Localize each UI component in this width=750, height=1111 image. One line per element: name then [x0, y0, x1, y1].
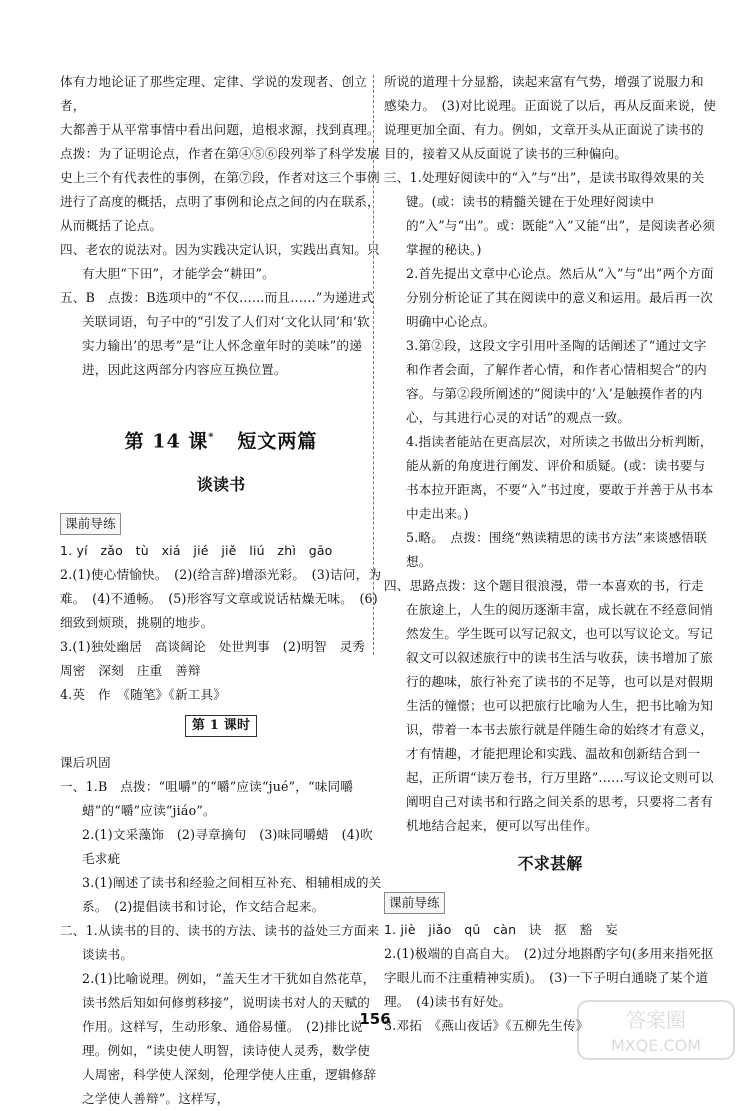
left-column	[60, 70, 382, 1111]
answer-text: 大都善于从平常事情中看出问题，追根求源，找到真理。	[60, 122, 380, 137]
page-number: 156	[359, 1010, 391, 1028]
answer-r5: 4.指读者能站在更高层次，对所读之书做出分析判断，能从新的角度进行阐发、评价和质疑。(或：读书要与书本拉开距离，不要“入”书过度，要敢于并善于从书本中走出来。)	[406, 434, 714, 521]
lesson-title	[60, 426, 382, 453]
answer-a2: 2.(1)文采藻饰 (2)寻章摘句 (3)味同嚼蜡 (4)吹毛求疵	[82, 827, 373, 867]
answer-text: 体有力地论证了那些定理、定律、学说的发现者、创立者，	[60, 74, 368, 113]
answer-a3: 3.(1)阐述了读书和经验之间相互补充、相辅相成的关系。 (2)提倡读书和讨论，作文结合起来。	[82, 875, 382, 915]
answer-hint: 点拨：为了证明论点，作者在第④⑤⑥段列举了科学发展史上三个有代表性的事例，在第⑦段，作者对这三个事例进行了高度的概括，点明了事例和论点之间的内在联系，从而概括了论点。	[60, 146, 380, 233]
answer-s1: 1. jiè jiǎo qū càn 诀 抠 豁 妄	[384, 922, 618, 937]
answer-b1: 二、1.从读书的目的、读书的方法、读书的益处三方面来谈读书。	[60, 923, 380, 963]
answer-r1: 所说的道理十分显豁，读起来富有气势，增强了说服力和感染力。 (3)对比说理。正面说了以后，再从反面来说，使说理更加全面、有力。例如，文章开头从正面说了读书的目的，接着又从反面说了读书的三种偏向。	[384, 74, 716, 161]
answer-b2: 2.(1)比喻说理。例如，“盖天生才干犹如自然花草，读书然后知如何修剪移接”，说明读书对人的天赋的作用。这样写，生动形象、通俗易懂。 (2)排比说理。例如，“读史使人明智，读诗使人灵秀，数学使人周密，科学使人深刻，伦理学使人庄重，逻辑修辞之学使人善辩”。这样写，	[82, 971, 377, 1107]
answer-r4: 3.第②段，这段文字引用叶圣陶的话阐述了“通过文字和作者会面，了解作者心情，和作者心情相契合”的内容。与第②段所阐述的“阅读中的‘入’是触摸作者的内心，与其进行心灵的对话”的观点一致。	[406, 338, 707, 425]
answer-r6: 5.略。 点拨：围绕“熟读精思的读书方法”来谈感悟联想。	[406, 530, 707, 569]
afterclass-label: 课后巩固	[60, 755, 111, 771]
preclass-label-2: 课前导练	[384, 892, 445, 914]
lesson-star: *	[208, 432, 215, 443]
lesson-name: 短文两篇	[237, 430, 318, 453]
answer-s3: 3.邓拓 《燕山夜话》《五柳先生传》	[384, 1018, 589, 1033]
lesson-number: 第 14 课	[124, 430, 209, 453]
section-title-buqiushenjie: 不求甚解	[517, 854, 583, 873]
answer-r3: 2.首先提出文章中心论点。然后从“入”与“出”两个方面分别分析论证了其在阅读中的意义和运用。最后再一次明确中心论点。	[406, 266, 714, 329]
pinyin-answers: 1. yí zǎo tù xiá jié jiě liú zhì gāo	[60, 543, 333, 559]
answer-item-4: 四、老农的说法对。因为实践决定认识，实践出真知。只有大胆“下田”，才能学会“耕田”。	[60, 242, 380, 281]
answer-item-2: 2.(1)使心情愉快。 (2)(给言辞)增添光彩。 (3)诘问，为难。 (4)不通畅。 (5)形容写文章或说话枯燥无味。 (6)细致到烦琐，挑剔的地步。	[60, 567, 382, 631]
svg-text:MXQE.COM: MXQE.COM	[610, 1036, 702, 1055]
svg-text:答案圈: 答案圈	[626, 1008, 686, 1032]
right-column	[384, 70, 716, 1038]
answer-r7: 四、思路点拨：这个题目很浪漫，带一本喜欢的书，行走在旅途上，人生的阅历逐渐丰富，成长就在不经意间悄然发生。学生既可以写记叙文，也可以写议论文。写记叙文可以叙述旅行中的读书生活与收获，读书增加了旅行的趣味，旅行补充了读书的不足等，也可以是对假期生活的憧憬；也可以把旅行比喻为人生，把书比喻为知识，带着一本书去旅行就是伴随生命的始终才有意义，才有情趣，才能把理论和实践、温故和创新结合到一起，正所谓“读万卷书，行万里路”……写议论文则可以阐明自己对读书和行路之间关系的思考，只要将二者有机地结合起来，便可以写出佳作。	[384, 578, 714, 833]
section-title-tandushu: 谈读书	[196, 475, 246, 495]
answer-item-4b: 4.英 作 《随笔》《新工具》	[60, 687, 227, 703]
answer-item-3: 3.(1)独处幽居 高谈阔论 处世判事 (2)明智 灵秀 周密 深刻 庄重 善辩	[60, 639, 378, 679]
answer-item-5: 五、B 点拨：B选项中的“不仅……而且……”为递进式关联词语，句子中的“引发了人们对‘文化认同’和‘软实力输出’的思考”是“让人怀念童年时的美味”的递进，因此这两部分内容应互换位置。	[60, 290, 374, 377]
answer-s2: 2.(1)极端的自高自大。 (2)过分地斟酌字句(多用来指死抠字眼儿而不注重精神实质)。 (3)一下子明白通晓了某个道理。 (4)读书有好处。	[384, 946, 714, 1009]
answer-r2: 三、1.处理好阅读中的“入”与“出”，是读书取得效果的关键。(或：读书的精髓关键在于处理好阅读中的“入”与“出”。或：既能“入”又能“出”，是阅读者必须掌握的秘诀。)	[384, 170, 715, 257]
lesson-part-label: 第 1 课时	[185, 715, 257, 737]
preclass-label: 课前导练	[60, 513, 121, 535]
answer-a1: 一、1.B 点拨：“咀嚼”的“嚼”应读“jué”，“味同嚼蜡”的“嚼”应读“jiáo”。	[60, 779, 354, 819]
watermark-logo	[576, 997, 736, 1063]
